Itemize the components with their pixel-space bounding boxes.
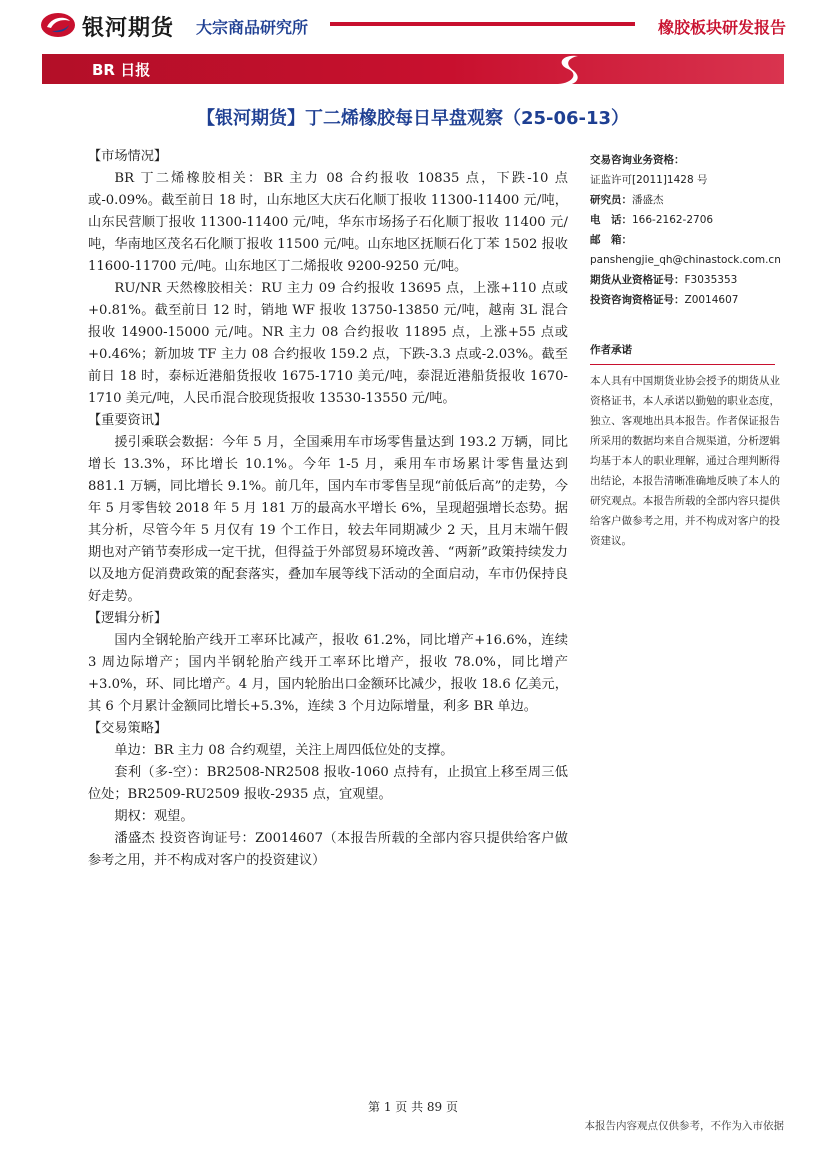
logic-paragraph: 国内全钢轮胎产线开工率环比减产，报收 61.2%，同比增产+16.6%，连续 3 周边际增产；国内半钢轮胎产线开工率环比增产，报收 78.0%，同比增产+3.0%，环、同比增产。4 月，国内轮胎出口金额环比减少，报收 18.6 亿美元，其 6 个月累计金额同比增长+5.3%，连续 3 个月边际增量，利多 BR 单边。: [88, 633, 568, 714]
pledge-title: 作者承诺: [590, 344, 632, 356]
invest-cert-value: Z0014607: [684, 294, 739, 306]
market-paragraph-ru-nr: RU/NR 天然橡胶相关：RU 主力 09 合约报收 13695 点，上涨+110 点或+0.81%。截至前日 12 时，销地 WF 报收 13750-13850 元/吨，越南 3L 混合报收 14900-15000 元/吨。NR 主力 08 合约报收 11895 点，上涨+55 点或+0.46%；新加坡 TF 主力 08 合约报收 159.2 点，下跌-3.3 点或-2.03%。截至前日 18 时，泰标近港船货报收 1675-1710 美元/吨，泰混近港船货报收 1670-1710 美元/吨，人民币混合胶现货报收 13530-13550 元/吨。: [88, 281, 568, 406]
analyst-name: 潘盛杰: [632, 194, 664, 206]
institute-name: 大宗商品研究所: [196, 18, 309, 37]
phone-label: 电 话：: [590, 214, 632, 226]
invest-cert-label: 投资咨询资格证号：: [590, 294, 685, 306]
strategy-options: 期权：观望。: [114, 809, 194, 824]
news-paragraph: 援引乘联会数据：今年 5 月，全国乘用车市场零售量达到 193.2 万辆，同比增长 13.3%，环比增长 10.1%。今年 1-5 月，乘用车市场累计零售量达到 881.1 万辆，同比增长 9.1%。前几年，国内车市零售呈现“前低后高”的走势，今年 5 月零售较 2018 年 5 月 181 万的最高水平增长 6%，呈现超强增长态势。据其分析，尽管今年 5 月仅有 19 个工作日，较去年同期减少 2 天，且月末端午假期也对产销节奏形成一定干扰，但得益于外部贸易环境改善、“两新”政策持续发力以及地方促消费政策的配套落实，叠加车展等线下活动的全面启动，车市仍保持良好走势。: [88, 435, 568, 604]
section-head-news: 【重要资讯】: [88, 413, 168, 428]
footer-disclaimer: 本报告内容观点仅供参考，不作为入市依据: [584, 1120, 784, 1132]
futures-cert-label: 期货从业资格证号：: [590, 274, 685, 286]
header-band: [42, 54, 784, 84]
brand-name: 银河期货: [82, 16, 175, 41]
report-title: 【银河期货】丁二烯橡胶每日早盘观察（25-06-13）: [196, 108, 630, 129]
section-head-strategy: 【交易策略】: [88, 721, 168, 736]
section-head-market: 【市场情况】: [88, 149, 168, 164]
strategy-single: 单边：BR 主力 08 合约观望，关注上周四低位处的支撑。: [114, 743, 454, 758]
strategy-arbitrage: 套利（多-空）：BR2508-NR2508 报收-1060 点持有，止损宜上移至周三低位处；BR2509-RU2509 报收-2935 点，宜观望。: [88, 765, 568, 802]
galaxy-logo-icon: [40, 12, 76, 38]
section-head-logic: 【逻辑分析】: [88, 611, 168, 626]
analyst-signature: 潘盛杰 投资咨询证号：Z0014607（本报告所载的全部内容只提供给客户做参考之用，并不构成对客户的投资建议）: [88, 831, 568, 868]
email-value[interactable]: panshengjie_qh@chinastock.com.cn: [590, 254, 781, 266]
market-paragraph-br: BR 丁二烯橡胶相关：BR 主力 08 合约报收 10835 点，下跌-10 点或-0.09%。截至前日 18 时，山东地区大庆石化顺丁报收 11300-11400 元/吨，山东民营顺丁报收 11300-11400 元/吨，华东市场扬子石化顺丁报收 11400 元/吨，华南地区茂名石化顺丁报收 11500 元/吨。山东地区抚顺石化丁苯 1502 报收 11600-11700 元/吨。山东地区丁二烯报收 9200-9250 元/吨。: [88, 171, 568, 274]
swoosh-icon: [548, 50, 588, 90]
page-number: 第 1 页 共 89 页: [368, 1100, 458, 1114]
report-body: [88, 146, 568, 872]
qualification-label: 交易咨询业务资格：: [590, 154, 685, 166]
report-header: [0, 0, 826, 95]
analyst-sidebar: [590, 150, 780, 551]
pledge-text: 本人具有中国期货业协会授予的期货从业资格证书，本人承诺以勤勉的职业态度，独立、客观地出具本报告。作者保证报告所采用的数据均来自合规渠道，分析逻辑均基于本人的职业理解，通过合理判断得出结论，本报告清晰准确地反映了本人的研究观点。本报告所载的全部内容只提供给客户做参考之用，并不构成对客户的投资建议。: [590, 375, 780, 547]
qualification-value: 证监许可[2011]1428 号: [590, 174, 708, 186]
phone-value: 166-2162-2706: [632, 214, 714, 226]
band-label: BR 日报: [92, 61, 151, 79]
analyst-label: 研究员：: [590, 194, 632, 206]
pledge-divider: [590, 364, 775, 365]
futures-cert-value: F3035353: [684, 274, 738, 286]
report-type: 橡胶板块研发报告: [657, 18, 786, 37]
email-label: 邮 箱：: [590, 234, 632, 246]
header-divider: [330, 22, 635, 26]
